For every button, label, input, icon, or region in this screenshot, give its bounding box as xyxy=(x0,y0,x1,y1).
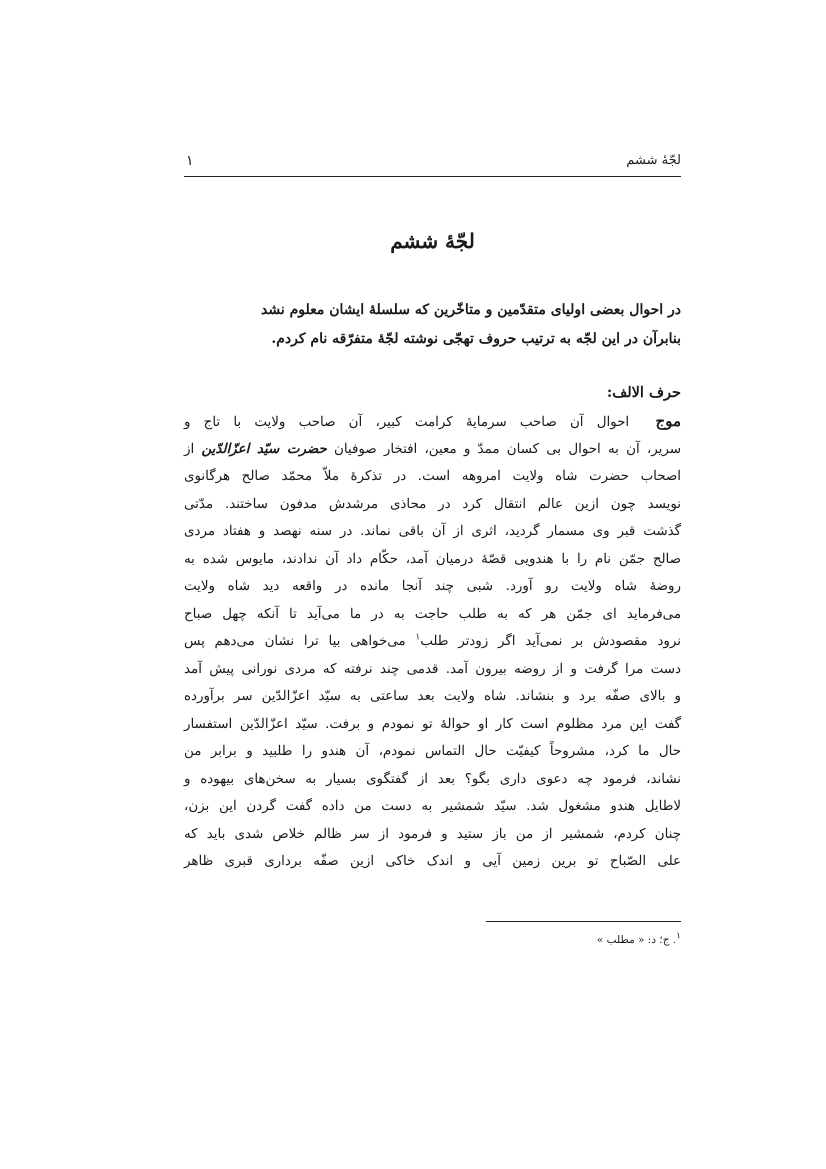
text-line: علی الصّباح تو برین زمین آیی و اندک خاکی ازین صفّه برداری قبری ظاهر xyxy=(184,854,681,869)
text-line: نشاند، فرمود چه دعوی داری بگو؟ بعد از گفتگوی بسیار به سخن‌های بیهوده و xyxy=(184,771,681,787)
text-line: لاطایل هندو مشغول شد. سیّد شمشیر به دست من داده گفت گردن این بزن، xyxy=(184,799,681,814)
running-title: لجّۀ ششم xyxy=(626,153,681,168)
honorific-name: حضرت سیّد اعزّالدّین xyxy=(201,440,327,457)
chapter-intro xyxy=(184,296,681,354)
footnote-text: . ج؛ د: « مطلب » xyxy=(596,934,677,946)
text-line: اصحاب حضرت شاه ولایت امروهه است. در تذکرۀ ملاّ محمّد صالح هرگانوی xyxy=(184,469,681,484)
body-paragraph xyxy=(184,408,681,876)
text-line: دست مرا گرفت و از روضه بیرون آمد. قدمی چند نرفته که مردی نورانی پیش آمد xyxy=(184,661,681,677)
text-line: نویسد چون ازین عالم انتقال کرد در محاذی مرشدش مدفون ساختند. مدّتی xyxy=(184,496,681,512)
text-line: صالح جمّن نام را با هندویی قصّۀ درمیان آمد، حکّام داد آن ندادند، مایوس شده به xyxy=(184,551,681,567)
text-line: و بالای صفّه برد و بنشاند. شاه ولایت بعد ساعتی به سیّد اعزّالدّین سر برآورده xyxy=(184,689,681,704)
text-line: حال ما کرد، مشروحاً کیفیّت حال التماس نمودم، آن هندو را طلبید و برابر من xyxy=(184,744,681,759)
text-line xyxy=(184,628,681,656)
intro-line: در احوال بعضی اولیای متقدّمین و متاخّرین که سلسلۀ ایشان معلوم نشد xyxy=(261,302,681,318)
text-fragment: می‌خواهی بیا ترا نشان می‌دهم پس xyxy=(184,634,406,649)
text-line: گذشت قبر وی مسمار گردید، اثری از آن باقی نماند. در سنه نهصد و هفتاد مردی xyxy=(184,524,681,539)
text-line: روضۀ شاه ولایت رو آورد. شبی چند آنجا مانده در واقعه دید شاه ولایت xyxy=(184,579,681,594)
footnote-reference: ۱ xyxy=(415,632,421,643)
text-fragment: نرود مقصودش بر نمی‌آید اگر زودتر طلب xyxy=(420,634,682,649)
text-fragment: احوال آن صاحب سرمایۀ کرامت کبیر، آن صاحب ولایت با تاج و xyxy=(184,415,630,430)
text-fragment: سریر، آن به احوال بی کسان ممدّ و معین، افتخار صوفیان xyxy=(334,441,681,457)
text-line: می‌فرماید ای جمّن هر که به طلب حاجت به در ما می‌آید تا آنکه چهل صباح xyxy=(184,606,681,622)
running-header xyxy=(184,150,681,177)
footnote-divider xyxy=(486,921,681,922)
chapter-title: لجّۀ ششم xyxy=(390,229,475,253)
text-line xyxy=(184,436,681,464)
lead-word: موج xyxy=(655,412,682,430)
footnote-mark: ۱ xyxy=(676,931,681,942)
text-line: چنان کردم، شمشیر از من باز ستید و فرمود از سر ظالم خلاص شدی باید که xyxy=(184,826,681,842)
section-heading: حرف الالف: xyxy=(606,384,681,401)
intro-line: بنابرآن در این لجّه به ترتیب حروف تهجّی نوشته لجّۀ متفرّقه نام کردم. xyxy=(271,331,681,347)
text-line xyxy=(184,408,681,436)
page-number: ۱ xyxy=(186,153,194,169)
footnote xyxy=(184,930,681,950)
text-fragment: از xyxy=(184,441,195,457)
text-line: گفت این مرد مظلوم است کار او حوالۀ تو نمودم و برفت. سیّد اعزّالدّین استفسار xyxy=(184,716,681,732)
